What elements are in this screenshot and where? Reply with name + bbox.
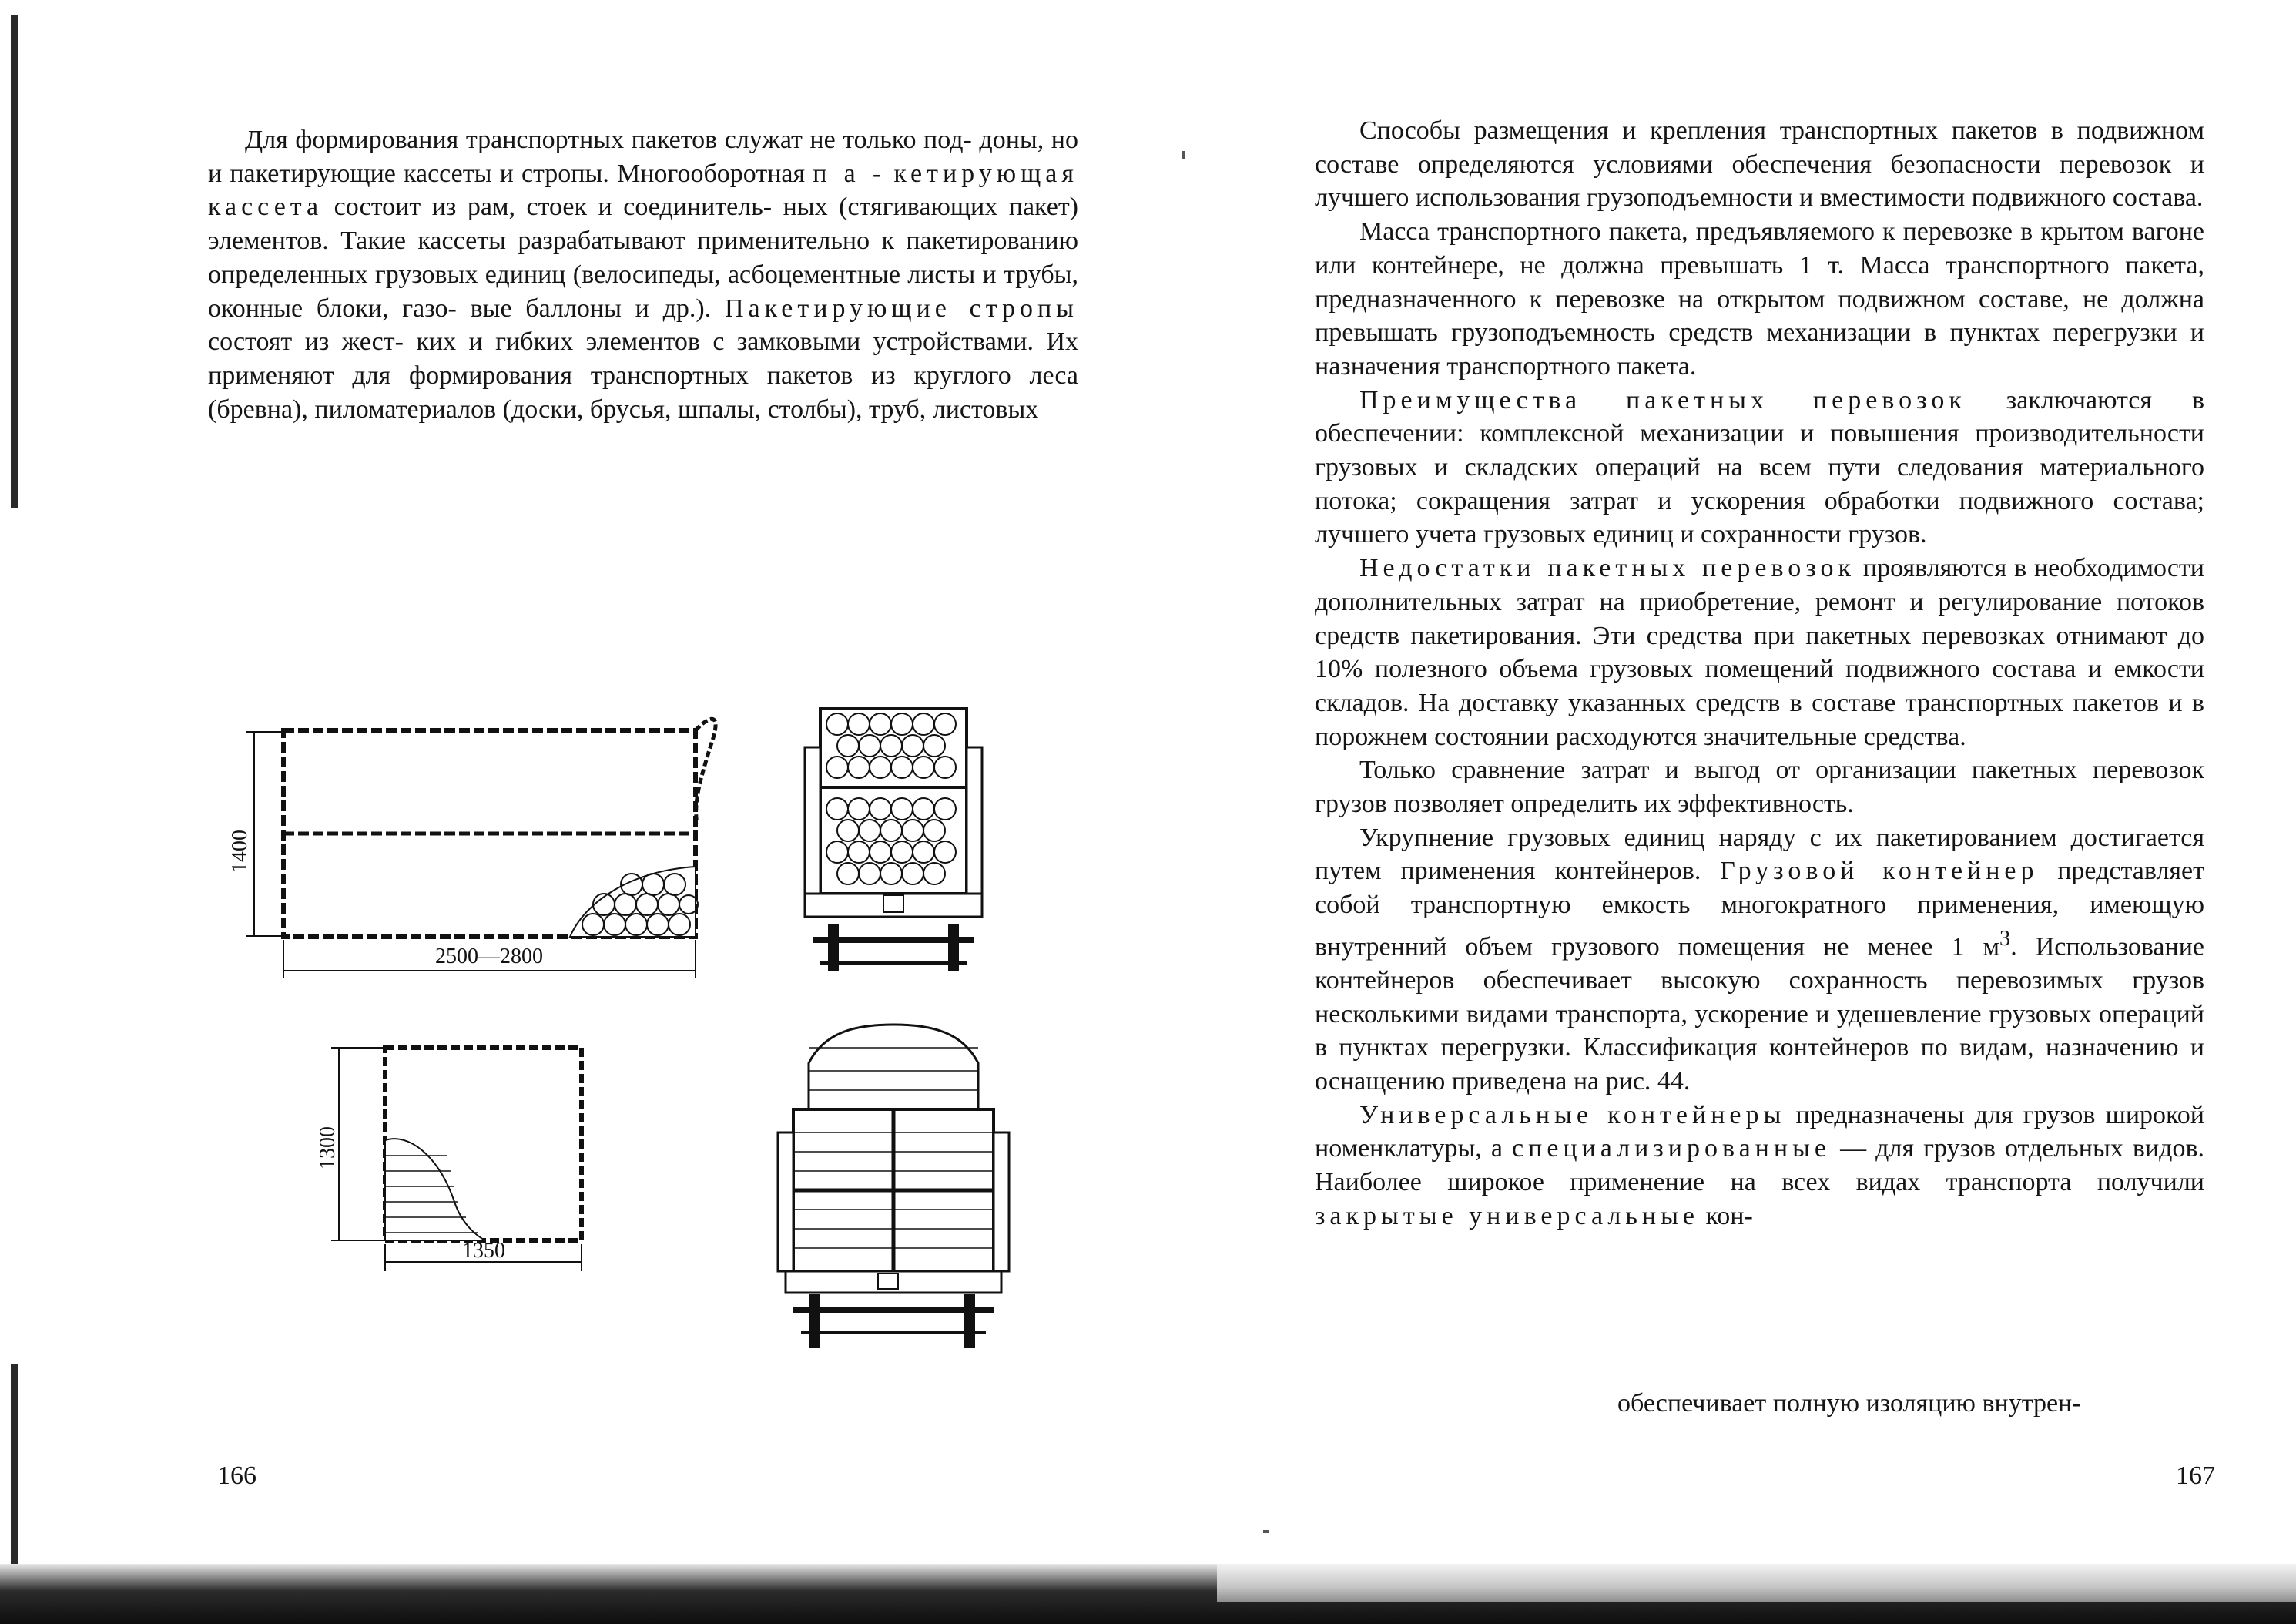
page-edge-shadow: [11, 15, 18, 508]
cassette-drawing-bottom: [316, 1017, 601, 1279]
term: Универсальные контейнеры: [1359, 1100, 1786, 1129]
dim-width: 1350: [462, 1239, 505, 1263]
wagon-drawing-bottom: [763, 1017, 1040, 1356]
term: Грузовой контейнер: [1720, 857, 2039, 886]
paragraph: Универсальные контейнеры предназначены для грузов широкой номенклатуры, а специализированные — для грузов отдельных видов. Наиболее широкое применение на всех видах транспорта получили закрытые универсальные кон-: [1315, 1100, 2205, 1230]
scan-speck: [1182, 151, 1185, 159]
paragraph: Укрупнение грузовых единиц наряду с их пакетированием достигается путем применения контейнеров. Грузовой контейнер представляет собой транспортную емкость многократного применения, имеющую внутренний объем грузового помещения не менее 1 $м^3$. Использование контейнеров обеспечивает высокую сохранность перевозимых грузов несколькими видами транспорта, ускорение и удешевление грузовых операций в пунктах перегрузки. Классификация контейнеров по видам, назначению и оснащению приведена на рис. 44.: [1315, 823, 2204, 1096]
term: кетирующая кассета: [208, 159, 1079, 222]
dim-height: 1400: [228, 830, 252, 873]
paragraph: Недостатки пакетных перевозок проявляются в необходимости дополнительных затрат на приобретение, ремонт и регулирование потоков средств пакетирования. Эти средства при пакетных перевозках отнимают до 10% полезного объема грузовых помещений подвижного состава и емкости складов. На доставку указанных средств в составе транспортных пакетов и в порожнем состоянии расходуются значительные средства.: [1315, 554, 2204, 751]
right-page-text: [1315, 114, 2204, 1233]
paragraph: Для формирования транспортных пакетов служат не только под- доны, но и пакетирующие кассеты и стропы. Многооборотная п а - кетирующая кассета состоит из рам, стоек и соединитель- ных (стягивающих пакет) элементов. Такие кассеты разрабатывают применительно к пакетированию определенных грузовых единиц (велосипеды, асбоцементные листы и трубы, оконные блоки, газо- вые баллоны и др.). Пакетирующие стропы состоят из жест- ких и гибких элементов с замковыми устройствами. Их применяют для формирования транспортных пакетов из круглого леса (бревна), пиломатериалов (доски, брусья, шпалы, столбы), труб, листовых: [208, 126, 1079, 424]
wagon-drawing-top: [774, 701, 1028, 986]
term: Пакетирующие стропы: [724, 294, 1079, 323]
paragraph: Преимущества пакетных перевозок заключаются в обеспечении: комплексной механизации и повышения производительности грузовых и складских операций на всем пути следования материального потока; сокращения затрат и ускорения обработки подвижного состава; лучшего учета грузовых единиц и сохранности грузов.: [1315, 385, 2205, 549]
page-number-left: 166: [217, 1461, 256, 1490]
cassette-drawing-top: [228, 701, 739, 994]
next-column-line: обеспечивает полную изоляцию внутрен-: [1617, 1389, 2081, 1418]
term: Преимущества пакетных перевозок: [1359, 385, 1966, 414]
term: Недостатки пакетных перевозок: [1359, 554, 1856, 583]
paragraph: Способы размещения и крепления транспортных пакетов в подвижном составе определяются условиями обеспечения безопасности перевозок и лучшего использования грузоподъемности и вместимости подвижного состава.: [1315, 116, 2204, 213]
dim-height: 1300: [316, 1126, 340, 1169]
paragraph: Только сравнение затрат и выгод от организации пакетных перевозок грузов позволяет определить их эффективность.: [1315, 756, 2204, 819]
page-number-right: 167: [2176, 1461, 2215, 1490]
dim-width: 2500—2800: [435, 945, 543, 968]
term: закрытые универсальные: [1315, 1201, 1700, 1230]
left-page-text: [208, 123, 1078, 426]
term: специализированные: [1512, 1134, 1831, 1163]
paragraph: Масса транспортного пакета, предъявляемого к перевозке в крытом вагоне или контейнере, не должна превышать 1 т. Масса транспортного пакета, предназначенного к перевозке на открытом подвижном составе, не должна превышать грузоподъемность средств механизации в пунктах перегрузки и назначения транспортного пакета.: [1315, 217, 2204, 381]
book-bottom-edge: [0, 1564, 2296, 1624]
scan-speck: [1263, 1530, 1269, 1533]
